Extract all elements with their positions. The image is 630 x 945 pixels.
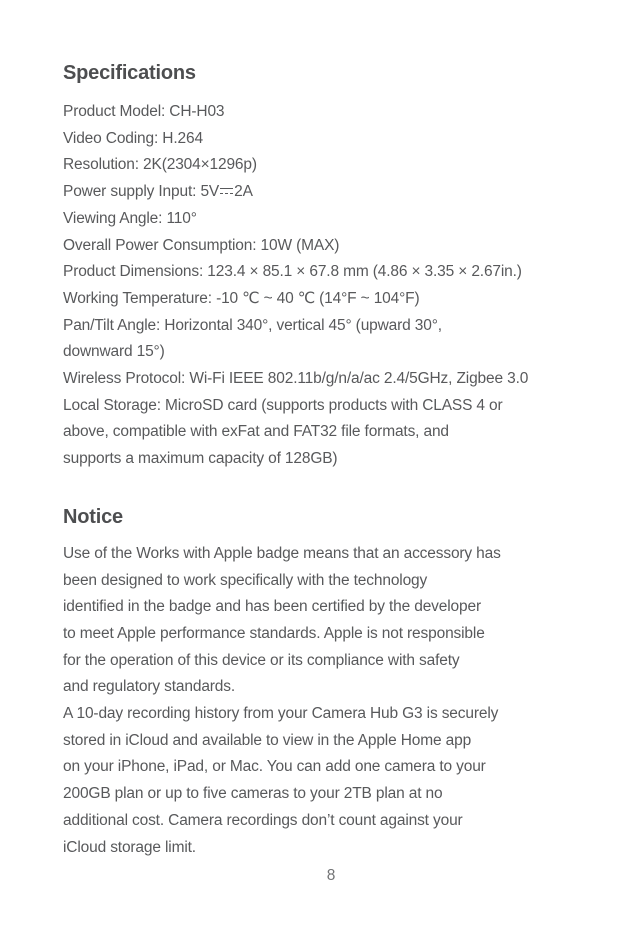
text-line: A 10-day recording history from your Camera Hub G3 is securely bbox=[63, 705, 499, 723]
text-line: stored in iCloud and available to view in the Apple Home app bbox=[63, 731, 472, 749]
text-line: supports a maximum capacity of 128GB) bbox=[63, 450, 338, 468]
text-line: downward 15°) bbox=[63, 343, 165, 361]
direct-current-icon bbox=[220, 186, 233, 197]
text-line: additional cost. Camera recordings don’t count against your bbox=[63, 811, 463, 829]
specifications-list bbox=[63, 99, 575, 473]
text-line: for the operation of this device or its compliance with safety bbox=[63, 651, 460, 669]
text-line: Local Storage: MicroSD card (supports products with CLASS 4 or bbox=[63, 396, 503, 414]
text-line: Pan/Tilt Angle: Horizontal 340°, vertical 45° (upward 30°, bbox=[63, 316, 442, 334]
text-line: and regulatory standards. bbox=[63, 678, 236, 696]
text-line: identified in the badge and has been certified by the developer bbox=[63, 598, 481, 616]
text-line: iCloud storage limit. bbox=[63, 838, 196, 856]
text-line: Use of the Works with Apple badge means that an accessory has bbox=[63, 544, 501, 562]
text-line: Video Coding: H.264 bbox=[63, 129, 203, 147]
text-line: on your iPhone, iPad, or Mac. You can add one camera to your bbox=[63, 758, 486, 776]
text-line: Wireless Protocol: Wi-Fi IEEE 802.11b/g/n/a/ac 2.4/5GHz, Zigbee 3.0 bbox=[63, 370, 529, 388]
text-line: Product Dimensions: 123.4 × 85.1 × 67.8 mm (4.86 × 3.35 × 2.67in.) bbox=[63, 263, 522, 281]
text-line: to meet Apple performance standards. Apple is not responsible bbox=[63, 624, 485, 642]
text-line: 200GB plan or up to five cameras to your 2TB plan at no bbox=[63, 785, 443, 803]
notice-paragraph-2 bbox=[63, 701, 575, 861]
text-line: Power supply Input: 5V 2A bbox=[63, 183, 253, 201]
text-line: Resolution: 2K(2304×1296p) bbox=[63, 156, 257, 174]
text-line: Viewing Angle: 110° bbox=[63, 209, 197, 227]
page-number: 8 bbox=[326, 867, 336, 885]
text-line: Product Model: CH-H03 bbox=[63, 103, 225, 120]
text-line: been designed to work specifically with the technology bbox=[63, 571, 428, 589]
notice-paragraph-1 bbox=[63, 541, 575, 701]
specifications-heading: Specifications bbox=[63, 62, 196, 84]
notice-heading: Notice bbox=[63, 505, 123, 528]
text-line: Working Temperature: -10 ℃ ~ 40 ℃ (14°F ~ 104°F) bbox=[63, 289, 420, 307]
text-line: Overall Power Consumption: 10W (MAX) bbox=[63, 236, 340, 254]
page-content bbox=[63, 0, 575, 888]
text-line: above, compatible with exFat and FAT32 file formats, and bbox=[63, 423, 449, 441]
